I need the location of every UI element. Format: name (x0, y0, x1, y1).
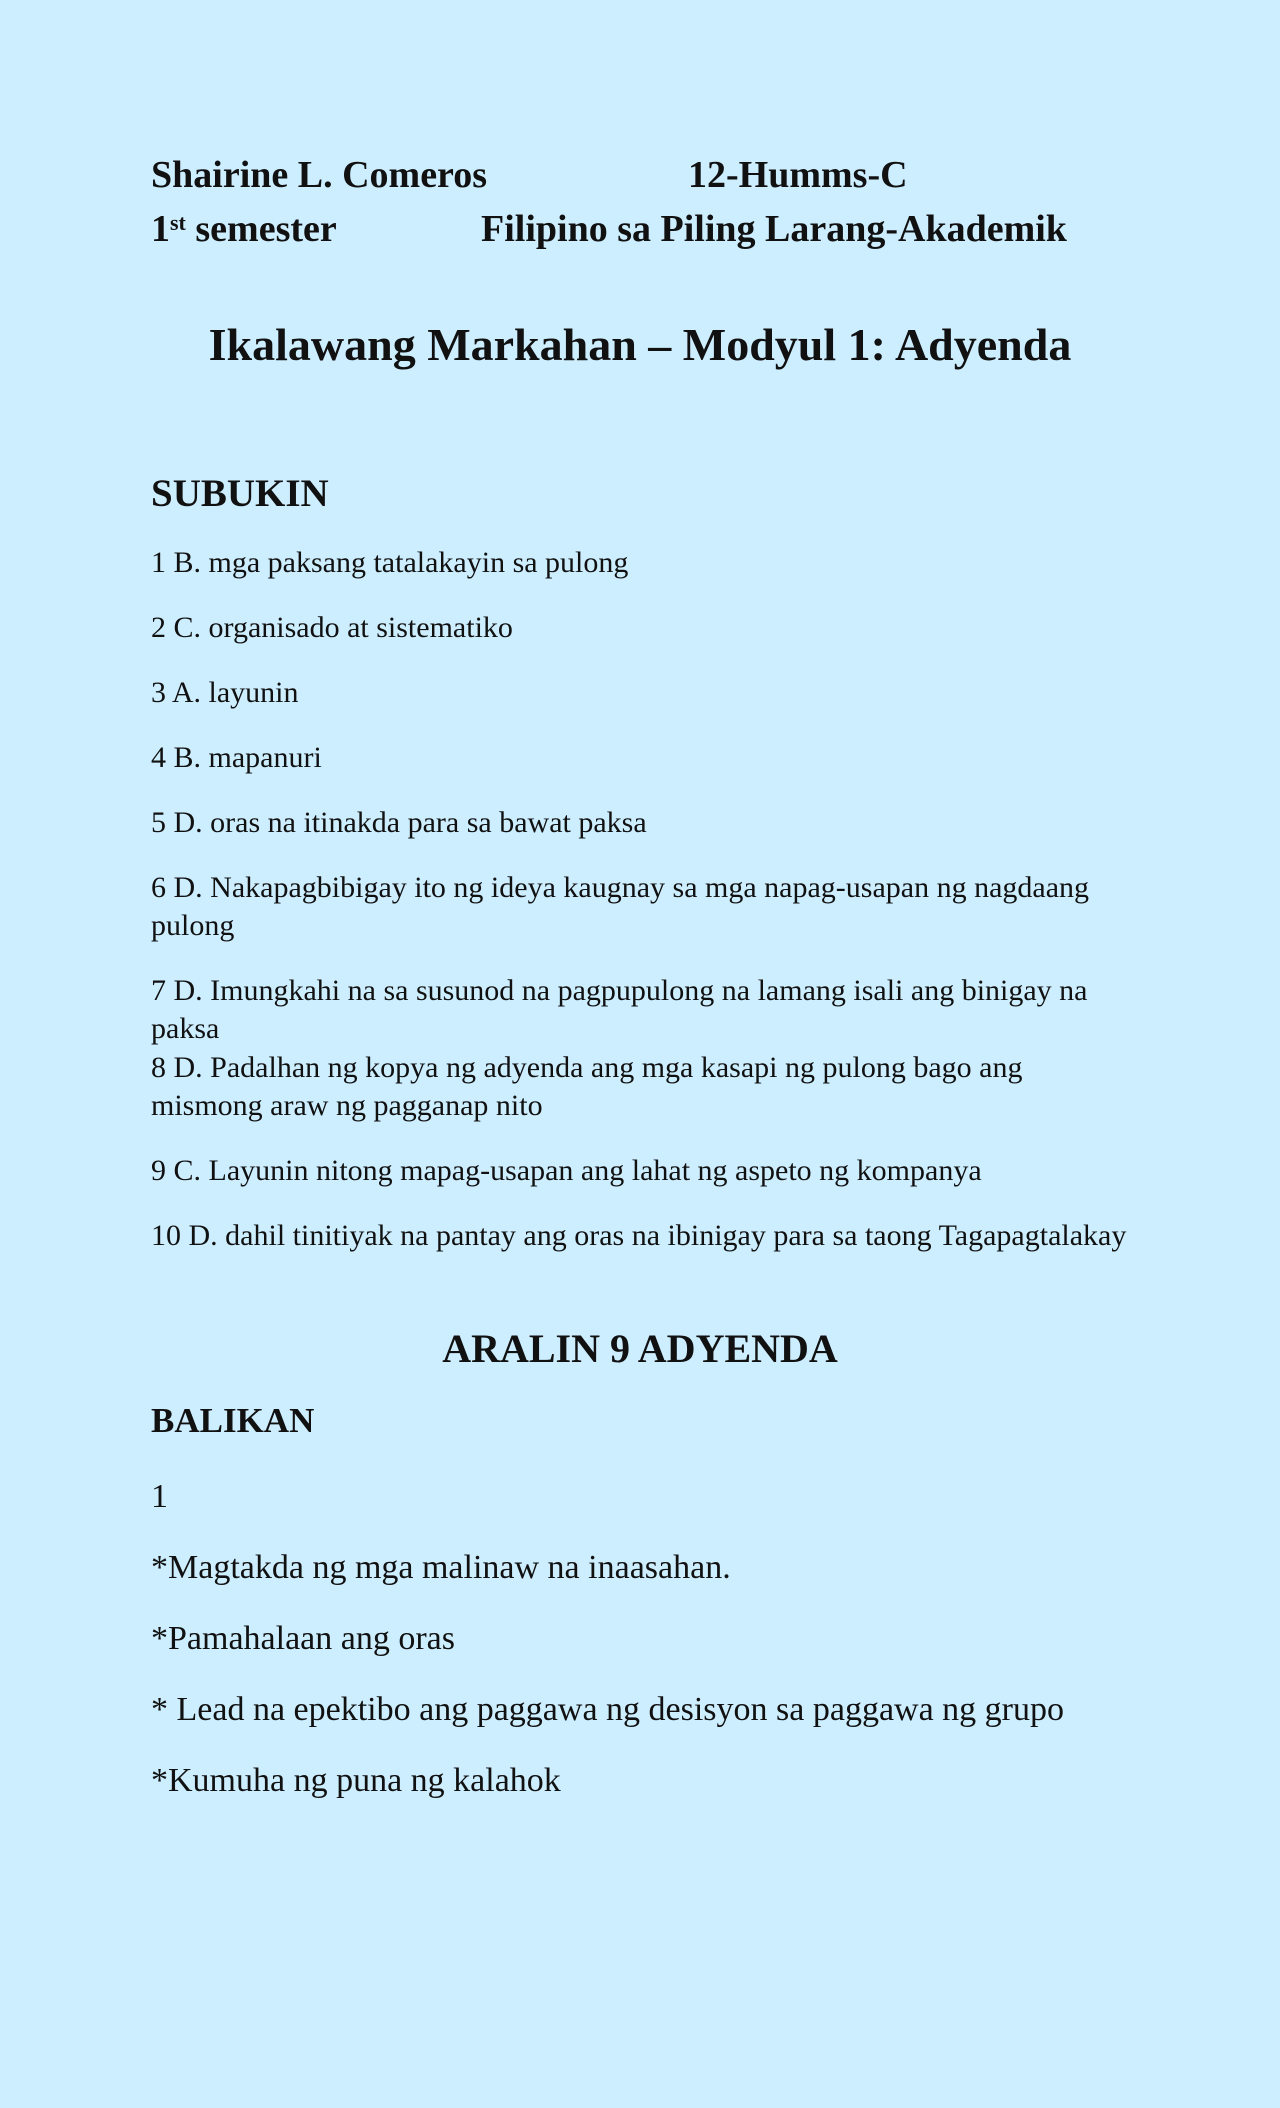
answer-item: 8 D. Padalhan ng kopya ng adyenda ang mga kasapi ng pulong bago ang mismong araw ng pagganap nito (151, 1051, 1023, 1122)
balikan-item: *Pamahalaan ang oras (151, 1620, 455, 1657)
balikan-item: * Lead na epektibo ang paggawa ng desisyon sa paggawa ng grupo (151, 1691, 1065, 1728)
module-title: Ikalawang Markahan – Modyul 1: Adyenda (208, 319, 1072, 370)
balikan-item: *Kumuha ng puna ng kalahok (151, 1762, 561, 1799)
aralin-heading: ARALIN 9 ADYENDA (442, 1326, 838, 1371)
answer-item: 4 B. mapanuri (151, 741, 322, 774)
answer-item: 10 D. dahil tinitiyak na pantay ang oras na ibinigay para sa taong Tagapagtalakay (151, 1219, 1127, 1252)
answer-item: 2 C. organisado at sistematiko (151, 611, 513, 644)
student-class: 12-Humms-C (688, 154, 908, 196)
semester-word: semester (185, 208, 337, 250)
subukin-heading: SUBUKIN (151, 472, 329, 515)
semester-suffix: st (170, 210, 186, 235)
subject-name: Filipino sa Piling Larang-Akademik (481, 208, 1067, 250)
subukin-answers (151, 544, 1131, 1282)
balikan-content (151, 1472, 1131, 1827)
balikan-number: 1 (151, 1478, 168, 1515)
answer-item: 6 D. Nakapagbibigay ito ng ideya kaugnay sa mga napag-usapan ng nagdaang pulong (151, 871, 1090, 942)
answer-item: 9 C. Layunin nitong mapag-usapan ang lahat ng aspeto ng kompanya (151, 1154, 982, 1187)
balikan-heading: BALIKAN (151, 1401, 315, 1440)
semester-number: 1 (151, 208, 170, 250)
semester (151, 207, 337, 251)
answer-item: 3 A. layunin (151, 676, 299, 709)
answer-item: 7 D. Imungkahi na sa susunod na pagpupulong na lamang isali ang binigay na paksa (151, 974, 1088, 1045)
balikan-item: *Magtakda ng mga malinaw na inaasahan. (151, 1549, 731, 1586)
student-name: Shairine L. Comeros (151, 154, 488, 196)
answer-item: 5 D. oras na itinakda para sa bawat paksa (151, 806, 647, 839)
answer-item: 1 B. mga paksang tatalakayin sa pulong (151, 546, 629, 579)
